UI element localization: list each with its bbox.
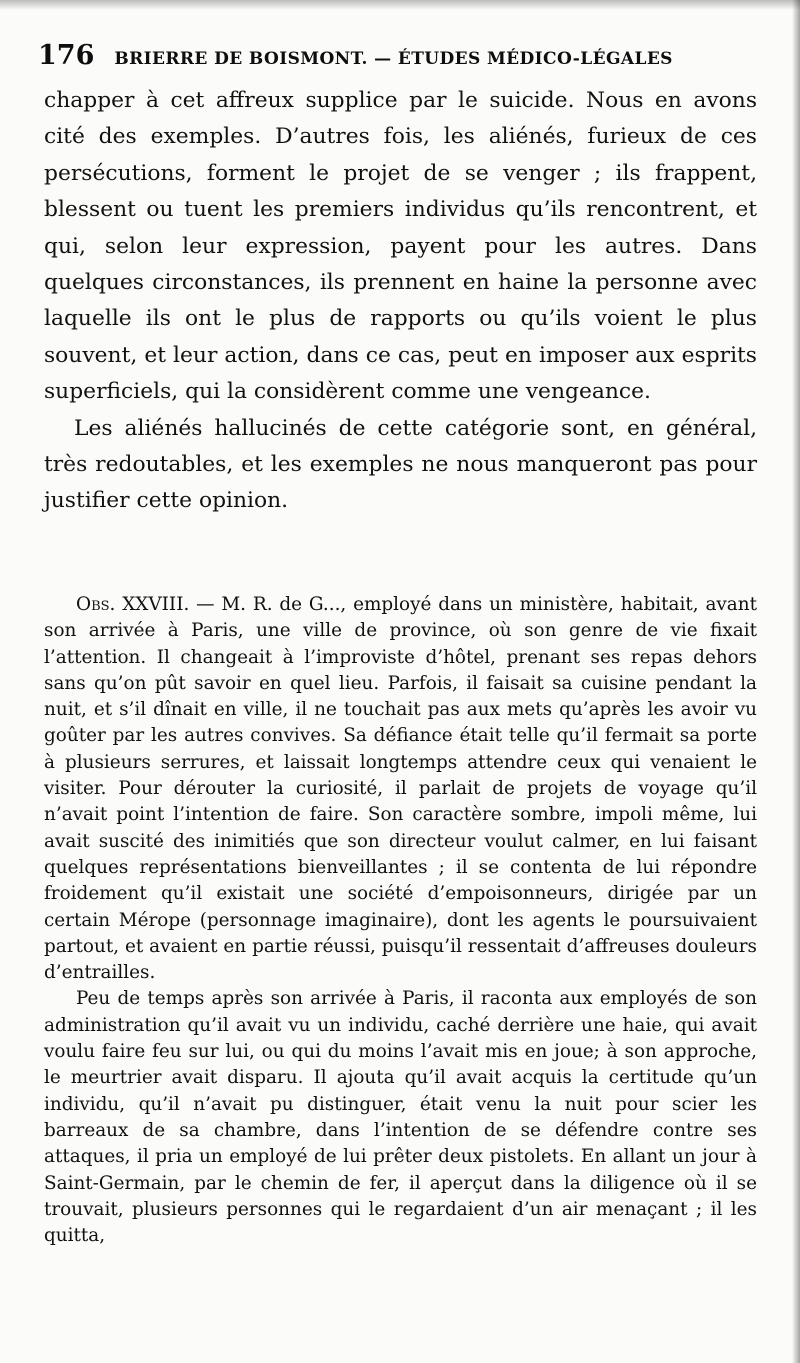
- page-top-shadow: [0, 0, 800, 10]
- page-right-shadow: [792, 0, 800, 1363]
- paragraph-hallucinated: Les aliénés hallucinés de cette catégorie sont, en général, très redoutables, et les exemples ne nous manqueront pas pour justifier cette opinion.: [44, 415, 757, 514]
- page-number: 176: [38, 40, 95, 71]
- paragraph-continuation: chapper à cet affreux supplice par le suicide. Nous en avons cité des exemples. D’autres fois, les aliénés, furieux de ces persécutions, forment le projet de se venger ; ils frappent, blessent ou tuent les premiers individus qu’ils rencontrent, et qui, selon leur expression, payent pour les autres. Dans quelques circonstances, ils prennent en haine la personne avec laquelle ils ont le plus de rapports ou qu’ils voient le plus souvent, et leur action, dans ce cas, peut en imposer aux esprits superficiels, qui la considèrent comme une vengeance.: [44, 88, 757, 405]
- main-text: [44, 83, 757, 520]
- page-header: [38, 40, 758, 74]
- observation-label: Obs. XXVIII.: [76, 594, 190, 615]
- observation-block: [44, 592, 757, 1249]
- running-title: BRIERRE DE BOISMONT. — ÉTUDES MÉDICO-LÉGALES: [114, 49, 673, 69]
- observation-text: — M. R. de G..., employé dans un ministère, habitait, avant son arrivée à Paris, une ville de province, où son genre de vie fixait l’attention. Il changeait à l’improviste d’hôtel, prenant ses repas dehors sans qu’on pût savoir en quel lieu. Parfois, il faisait sa cuisine pendant la nuit, et s’il dînait en ville, il ne touchait pas aux mets qu’après les avoir vu goûter par les autres convives. Sa défiance était telle qu’il fermait sa porte à plusieurs serrures, et laissait longtemps attendre ceux qui venaient le visiter. Pour dérouter la curiosité, il parlait de projets de voyage qu’il n’avait point l’intention de faire. Son caractère sombre, impoli même, lui avait suscité des inimitiés que son directeur voulut calmer, en lui faisant quelques représentations bienveillantes ; il se contenta de lui répondre froidement qu’il existait une société d’empoisonneurs, dirigée par un certain Mérope (personnage imaginaire), dont les agents le poursuivaient partout, et avaient en partie réussi, puisqu’il ressentait d’affreuses douleurs d’entrailles.: [44, 594, 757, 984]
- observation-paragraph: [44, 592, 757, 986]
- observation-continuation: Peu de temps après son arrivée à Paris, il raconta aux employés de son administration qu’il avait vu un individu, caché derrière une haie, qui avait voulu faire feu sur lui, ou qui du moins l’avait mis en joue; à son approche, le meurtrier avait disparu. Il ajouta qu’il avait acquis la certitude qu’un individu, qu’il n’avait pu distinguer, était venu la nuit pour scier les barreaux de sa chambre, dans l’intention de se défendre contre ses attaques, il pria un employé de lui prêter deux pistolets. En allant un jour à Saint-Germain, par le chemin de fer, il aperçut dans la diligence où il se trouvait, plusieurs personnes qui le regardaient d’un air menaçant ; il les quitta,: [44, 988, 757, 1247]
